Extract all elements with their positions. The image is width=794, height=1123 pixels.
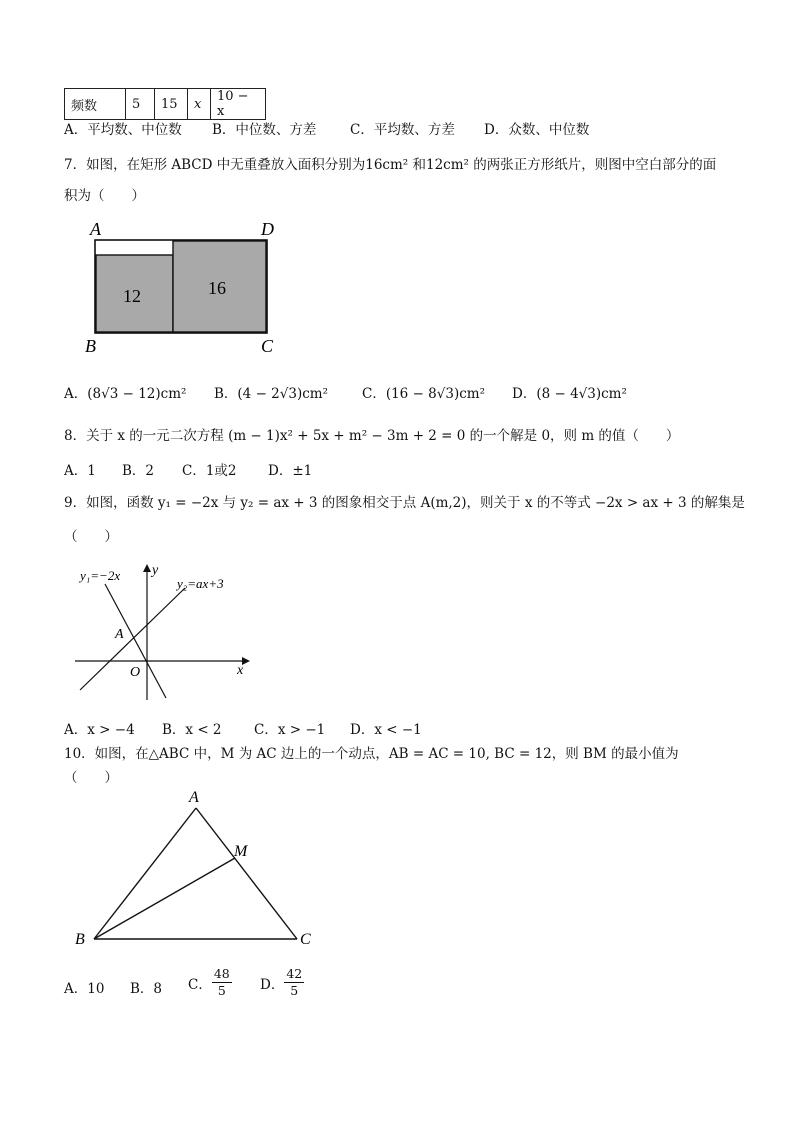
- q9-stem-line2: （ ）: [64, 529, 118, 545]
- option-a: A．(8√3 − 12)cm²: [64, 386, 187, 402]
- option-c: C． $\frac{48}{5}$: [188, 966, 230, 998]
- option-b: B．2: [122, 463, 155, 479]
- table-cell: 15: [155, 89, 188, 120]
- q10-stem-line2: （ ）: [64, 770, 118, 786]
- label-y1: y₁=−2x: [80, 568, 121, 583]
- frequency-table: [64, 88, 266, 120]
- table-cell: 10 − x: [211, 89, 266, 120]
- q7-rectangle-figure: [80, 216, 290, 356]
- label-m: M: [234, 843, 248, 860]
- q9-stem-line1: 9．如图，函数 y₁ = −2x 与 y₂ = ax + 3 的图象相交于点 A(m,2)，则关于 x 的不等式 −2x > ax + 3 的解集是: [64, 495, 745, 511]
- fraction: $\frac{42}{5}$: [286, 966, 303, 998]
- q8-stem: 8．关于 x 的一元二次方程 (m − 1)x² + 5x + m² − 3m + 2 = 0 的一个解是 0，则 m 的值（ ）: [64, 428, 680, 444]
- option-c: C．x > −1: [254, 722, 326, 738]
- option-b: B．中位数、方差: [212, 122, 317, 138]
- label-c: C: [300, 931, 311, 948]
- option-d: D．x < −1: [350, 722, 422, 738]
- option-d: D． $\frac{42}{5}$: [260, 966, 303, 998]
- option-d: D．(8 − 4√3)cm²: [512, 386, 627, 402]
- label-o: O: [130, 665, 141, 680]
- table-cell: 频数: [65, 89, 126, 120]
- fraction: $\frac{48}{5}$: [213, 966, 230, 998]
- label-x: x: [237, 663, 244, 678]
- option-c: C．(16 − 8√3)cm²: [362, 386, 485, 402]
- label-y: y: [152, 563, 159, 578]
- option-b: B．(4 − 2√3)cm²: [214, 386, 328, 402]
- option-c: C．平均数、方差: [350, 122, 455, 138]
- q7-stem-line1: 7．如图，在矩形 ABCD 中无重叠放入面积分别为16cm² 和12cm² 的两张正方形纸片，则图中空白部分的面: [64, 157, 717, 173]
- option-a: A．x > −4: [64, 722, 135, 738]
- square-small-label: 12: [123, 286, 141, 306]
- table-cell: 5: [126, 89, 155, 120]
- option-a: A．平均数、中位数: [64, 122, 182, 138]
- label-b: B: [85, 336, 96, 356]
- label-d: D: [261, 219, 274, 239]
- option-d: D．众数、中位数: [484, 122, 590, 138]
- option-a: A．1: [64, 463, 96, 479]
- square-large-label: 16: [208, 278, 226, 298]
- option-c: C．1或2: [182, 463, 237, 479]
- label-a: A: [115, 627, 124, 642]
- option-d: D．±1: [268, 463, 313, 479]
- q9-graph-figure: [70, 560, 260, 705]
- option-b: B．8: [130, 981, 163, 997]
- label-a: A: [90, 219, 101, 239]
- q7-stem-line2: 积为（ ）: [64, 188, 145, 204]
- segment-bm: [94, 858, 235, 939]
- label-b: B: [75, 931, 85, 948]
- label-y2: y₂=ax+3: [177, 576, 224, 591]
- option-a: A．10: [64, 981, 105, 997]
- q10-triangle-figure: [70, 786, 330, 956]
- label-c: C: [261, 336, 274, 356]
- table-row: [65, 89, 266, 120]
- q10-stem-line1: 10．如图，在△ABC 中，M 为 AC 边上的一个动点，AB = AC = 10, BC = 12，则 BM 的最小值为: [64, 746, 679, 762]
- label-a: A: [189, 789, 199, 806]
- table-cell: x: [188, 89, 211, 120]
- option-b: B．x < 2: [162, 722, 222, 738]
